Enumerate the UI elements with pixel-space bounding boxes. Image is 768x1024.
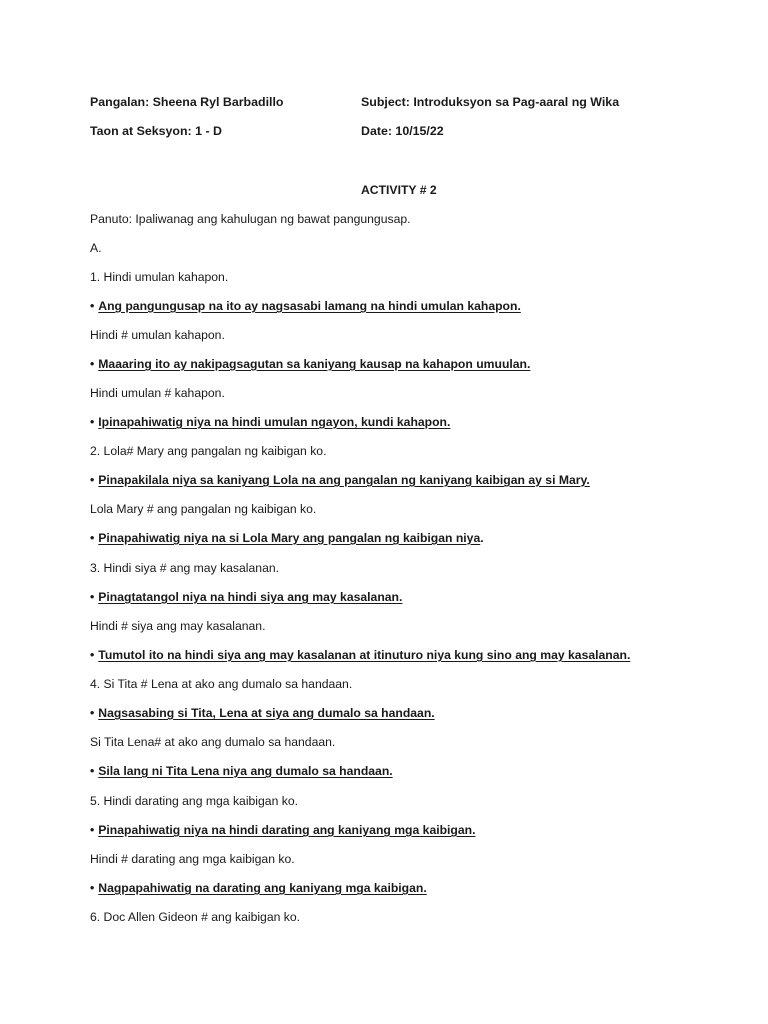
item-sentence: Hindi umulan # kahapon. xyxy=(90,386,225,400)
explanation-text: Pinapahiwatig niya na si Lola Mary ang pangalan ng kaibigan niya xyxy=(98,531,481,545)
explanation-bullet xyxy=(90,764,393,778)
explanation-bullet xyxy=(90,881,427,895)
explanation-text: Ipinapahiwatig niya na hindi umulan ngayon, kundi kahapon. xyxy=(98,415,451,429)
explanation-text: Tumutol ito na hindi siya ang may kasalanan at itinuturo niya kung sino ang may kasalanan. xyxy=(98,648,631,662)
explanation-bullet xyxy=(90,415,450,429)
item-sentence: 4. Si Tita # Lena at ako ang dumalo sa handaan. xyxy=(90,677,353,691)
activity-title: ACTIVITY # 2 xyxy=(361,183,437,197)
bullet-icon: • xyxy=(90,473,95,487)
explanation-text: Sila lang ni Tita Lena niya ang dumalo sa handaan. xyxy=(98,764,393,778)
item-sentence: 1. Hindi umulan kahapon. xyxy=(90,270,229,284)
bullet-icon: • xyxy=(90,590,95,604)
bullet-icon: • xyxy=(90,881,95,895)
item-sentence: Si Tita Lena# at ako ang dumalo sa handaan. xyxy=(90,735,336,749)
explanation-text: Maaaring ito ay nakipagsagutan sa kaniyang kausap na kahapon umuulan. xyxy=(98,357,531,371)
bullet-icon: • xyxy=(90,648,95,662)
explanation-bullet xyxy=(90,590,402,604)
explanation-text: Nagsasabing si Tita, Lena at siya ang dumalo sa handaan. xyxy=(98,706,435,720)
instructions: Panuto: Ipaliwanag ang kahulugan ng bawat pangungusap. xyxy=(90,212,411,226)
bullet-icon: • xyxy=(90,299,95,313)
item-sentence: Hindi # siya ang may kasalanan. xyxy=(90,619,266,633)
explanation-bullet xyxy=(90,706,435,720)
explanation-bullet xyxy=(90,648,630,662)
bullet-icon: • xyxy=(90,823,95,837)
item-sentence: 5. Hindi darating ang mga kaibigan ko. xyxy=(90,794,298,808)
year-section: Taon at Seksyon: 1 - D xyxy=(90,124,222,138)
explanation-bullet xyxy=(90,473,590,487)
explanation-text: Ang pangungusap na ito ay nagsasabi lamang na hindi umulan kahapon. xyxy=(98,299,521,313)
item-sentence: Hindi # darating ang mga kaibigan ko. xyxy=(90,852,295,866)
explanation-bullet xyxy=(90,299,521,313)
bullet-icon: • xyxy=(90,764,95,778)
bullet-icon: • xyxy=(90,531,95,545)
subject: Subject: Introduksyon sa Pag-aaral ng Wika xyxy=(361,95,620,109)
bullet-icon: • xyxy=(90,415,95,429)
bullet-icon: • xyxy=(90,706,95,720)
explanation-text: Pinapahiwatig niya na hindi darating ang kaniyang mga kaibigan. xyxy=(98,823,476,837)
explanation-bullet xyxy=(90,823,476,837)
item-sentence: 2. Lola# Mary ang pangalan ng kaibigan ko. xyxy=(90,444,327,458)
explanation-bullet xyxy=(90,531,484,545)
part-label: A. xyxy=(90,241,102,255)
explanation-period: . xyxy=(480,531,484,545)
explanation-text: Pinagtatangol niya na hindi siya ang may kasalanan. xyxy=(98,590,403,604)
bullet-icon: • xyxy=(90,357,95,371)
item-sentence: Lola Mary # ang pangalan ng kaibigan ko. xyxy=(90,502,317,516)
explanation-text: Pinapakilala niya sa kaniyang Lola na ang pangalan ng kaniyang kaibigan ay si Mary. xyxy=(98,473,590,487)
explanation-text: Nagpapahiwatig na darating ang kaniyang mga kaibigan. xyxy=(98,881,427,895)
item-sentence: Hindi # umulan kahapon. xyxy=(90,328,225,342)
item-sentence: 3. Hindi siya # ang may kasalanan. xyxy=(90,561,280,575)
explanation-bullet xyxy=(90,357,530,371)
student-name: Pangalan: Sheena Ryl Barbadillo xyxy=(90,95,284,109)
item-sentence: 6. Doc Allen Gideon # ang kaibigan ko. xyxy=(90,910,301,924)
date: Date: 10/15/22 xyxy=(361,124,444,138)
